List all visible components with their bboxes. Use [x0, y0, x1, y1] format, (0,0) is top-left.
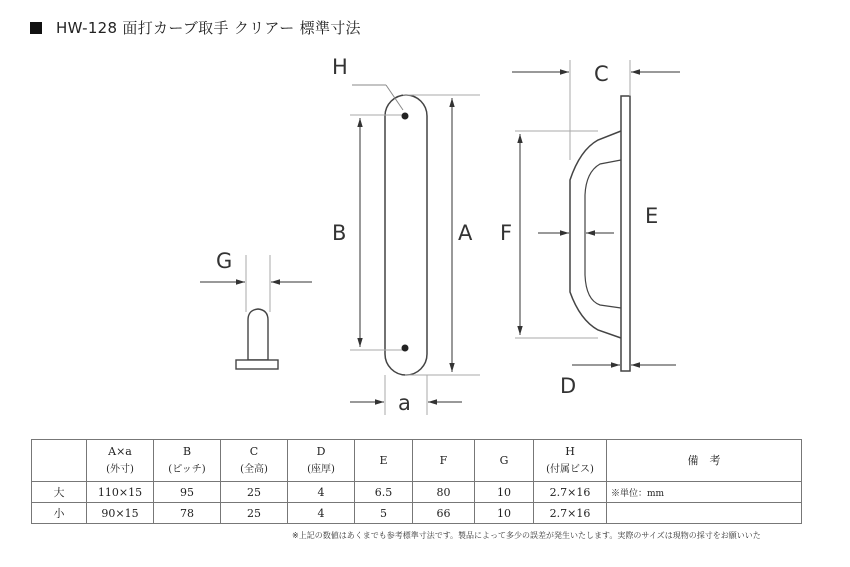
table-cell: 80 — [413, 482, 475, 503]
header-cell-d: D (座厚) — [288, 440, 355, 482]
header-cell-h: H (付属ビス) — [534, 440, 607, 482]
row-size-label: 小 — [32, 503, 87, 524]
row-note: ※単位：mm — [607, 482, 802, 503]
screw-view — [236, 309, 278, 369]
dim-label-a: A — [458, 221, 473, 245]
dim-label-f: F — [500, 221, 513, 245]
table-cell: 25 — [221, 503, 288, 524]
header-cell-axa: A×a (外寸) — [87, 440, 154, 482]
table-cell: 25 — [221, 482, 288, 503]
spec-table — [31, 439, 802, 524]
dim-label-a-small: a — [398, 391, 411, 415]
table-cell: 78 — [154, 503, 221, 524]
table-cell: 66 — [413, 503, 475, 524]
dim-label-d: D — [560, 374, 577, 398]
table-row — [32, 503, 802, 524]
table-cell: 95 — [154, 482, 221, 503]
dim-label-e: E — [645, 204, 659, 228]
handle-front-view — [385, 95, 427, 375]
header-cell-c: C (全高) — [221, 440, 288, 482]
row-size-label: 大 — [32, 482, 87, 503]
dim-label-c: C — [594, 62, 609, 86]
dim-label-h: H — [332, 55, 348, 79]
header-cell-g: G — [475, 440, 534, 482]
header-cell-remarks: 備 考 — [607, 440, 802, 482]
header-cell-b: B (ピッチ) — [154, 440, 221, 482]
handle-base-plate — [621, 96, 630, 371]
table-cell: 6.5 — [355, 482, 413, 503]
dim-label-b: B — [332, 221, 347, 245]
table-cell: 10 — [475, 503, 534, 524]
title-text: HW-128 面打カーブ取手 クリアー 標準寸法 — [56, 19, 361, 37]
dim-label-g: G — [216, 249, 233, 273]
row-note — [607, 503, 802, 524]
table-cell: 110×15 — [87, 482, 154, 503]
table-cell: 2.7×16 — [534, 503, 607, 524]
table-cell: 90×15 — [87, 503, 154, 524]
header-cell-blank — [32, 440, 87, 482]
screw-hole-bottom — [402, 345, 409, 352]
header-cell-e: E — [355, 440, 413, 482]
header-cell-f: F — [413, 440, 475, 482]
table-cell: 10 — [475, 482, 534, 503]
table-header-row — [32, 440, 802, 482]
table-cell: 4 — [288, 503, 355, 524]
table-cell: 4 — [288, 482, 355, 503]
screw-hole-top — [402, 113, 409, 120]
table-row — [32, 482, 802, 503]
table-cell: 2.7×16 — [534, 482, 607, 503]
table-cell: 5 — [355, 503, 413, 524]
footnote: ※上記の数値はあくまでも参考標準寸法です。製品によって多少の誤差が発生いたします。実際のサイズは現物の採寸をお願いいた — [292, 531, 761, 540]
